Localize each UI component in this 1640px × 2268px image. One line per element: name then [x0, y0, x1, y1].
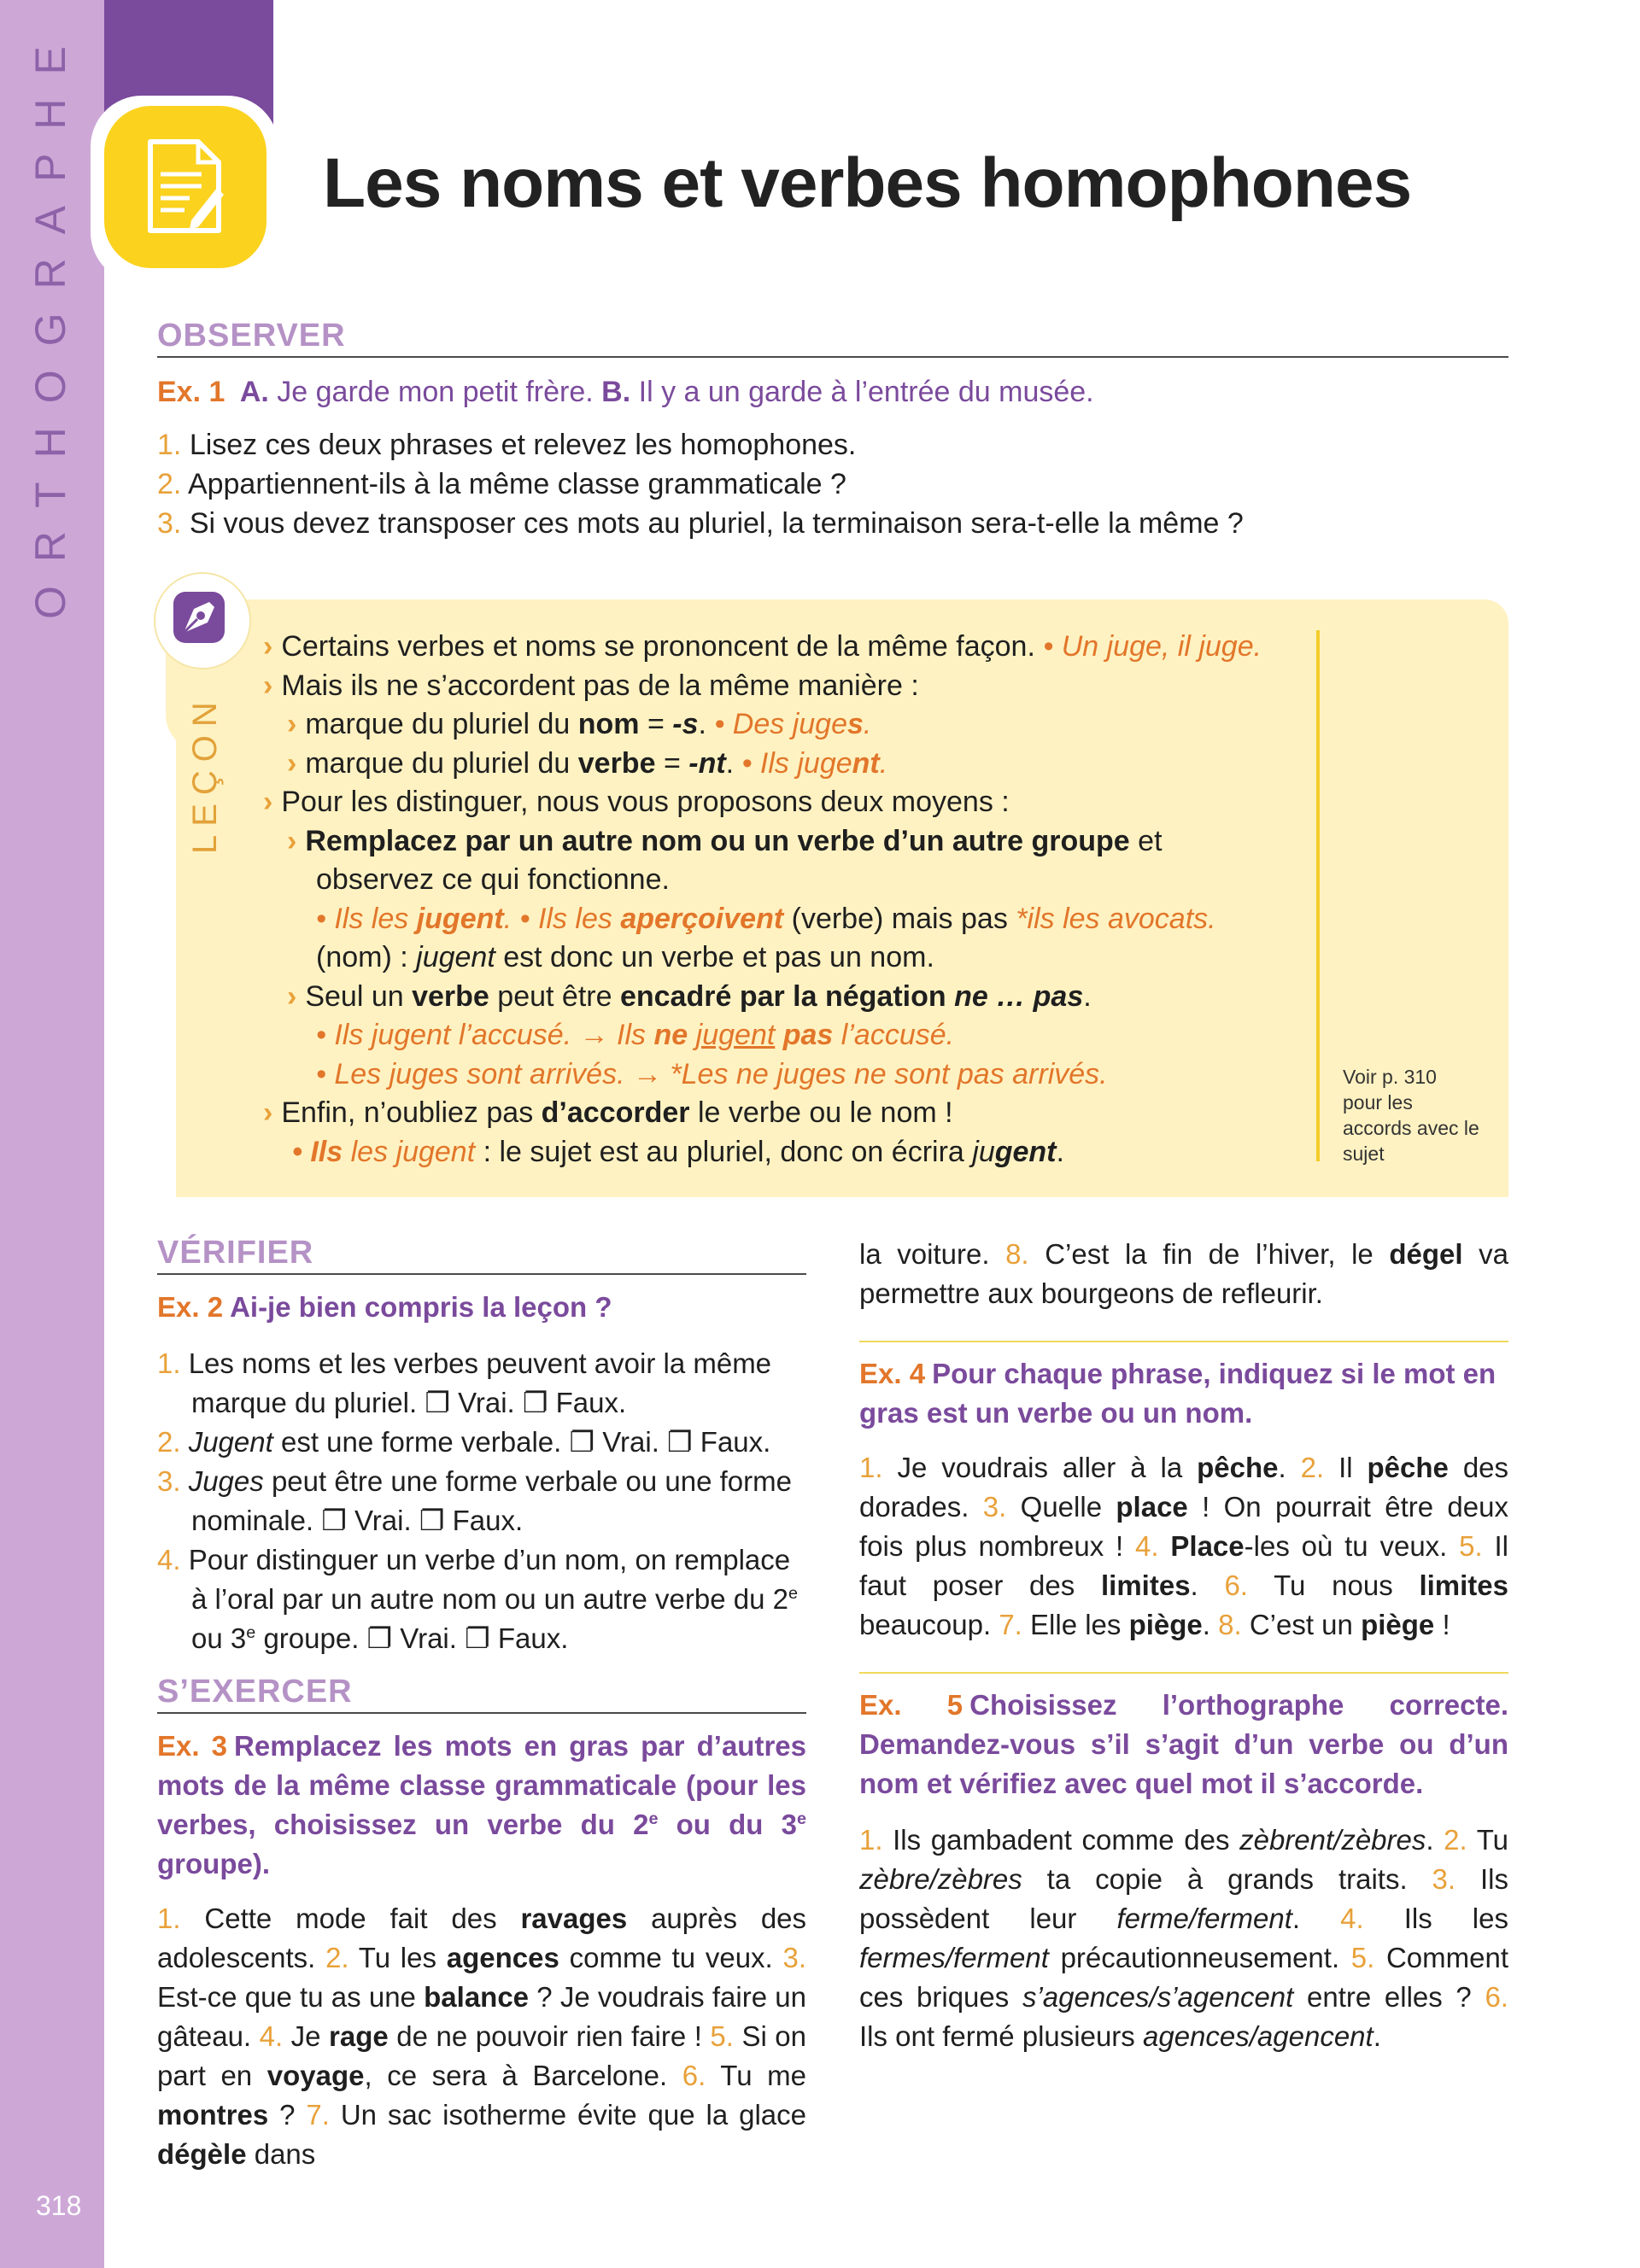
- divider: [859, 1341, 1508, 1342]
- section-side-label: ORTHOGRAPHE: [26, 22, 74, 619]
- ex2-title: Ex. 2 Ai-je bien compris la leçon ?: [157, 1291, 612, 1323]
- divider: [859, 1672, 1508, 1674]
- list-item: 1. Lisez ces deux phrases et relevez les homophones.: [157, 429, 857, 461]
- document-badge: [91, 96, 278, 284]
- list-item: 3. Si vous devez transposer ces mots au pluriel, la terminaison sera-t-elle la même ?: [157, 507, 1244, 540]
- ex3-title: Ex. 3 Remplacez les mots en gras par d’autres mots de la même classe grammaticale (pour les verbes, choisissez un verbe du 2e ou du 3e groupe).: [157, 1730, 807, 1879]
- ex5-sentences: 1. Ils gambadent comme des zèbrent/zèbres. 2. Tu zèbre/zèbres ta copie à grands traits. 3. Ils possèdent leur ferme/ferment. 4. Ils les fermes/ferment précautionneusement. 5. Comment ces briques s’agences/s’agencent entre elles ? 6. Ils ont fermé plusieurs agences/agencent.: [859, 1824, 1509, 2052]
- lesson-divider: [1316, 630, 1320, 1161]
- observer-heading: OBSERVER: [157, 318, 1508, 358]
- ex3-sentences: 1. Cette mode fait des ravages auprès des adolescents. 2. Tu les agences comme tu veux. 3. Est-ce que tu as une balance ? Je voudrais faire un gâteau. 4. Je rage de ne pouvoir rien faire ! 5. Si on part en voyage, ce sera à Barcelone. 6. Tu me montres ? 7. Un sac isotherme évite que la glace dégèle dans: [157, 1903, 807, 2170]
- ex4-sentences: 1. Je voudrais aller à la pêche. 2. Il pêche des dorades. 3. Quelle place ! On pourrait être deux fois plus nombreux ! 4. Place-les où tu veux. 5. Il faut poser des limites. 6. Tu nous limites beaucoup. 7. Elle les piège. 8. C’est un piège !: [859, 1452, 1509, 1640]
- list-item: 3. Juges peut être une forme verbale ou une forme nominale. ❐ Vrai. ❐ Faux.: [157, 1465, 792, 1536]
- document-pencil-icon: [147, 138, 226, 234]
- fountain-pen-icon: [172, 590, 226, 645]
- list-item: 4. Pour distinguer un verbe d’un nom, on remplace à l’oral par un autre nom ou un autre verbe du 2e ou 3e groupe. ❐ Vrai. ❐ Faux.: [157, 1544, 798, 1654]
- ex1-questions: [157, 425, 1515, 543]
- ex2-items: [157, 1344, 806, 1658]
- ex3-continuation: la voiture. 8. C’est la fin de l’hiver, le dégel va permettre aux bourgeons de refleurir.: [859, 1238, 1509, 1309]
- list-item: 2. Jugent est une forme verbale. ❐ Vrai. ❐ Faux.: [157, 1426, 771, 1458]
- list-item: 1. Les noms et les verbes peuvent avoir la même marque du pluriel. ❐ Vrai. ❐ Faux.: [157, 1347, 772, 1418]
- lesson-label: LEÇON: [186, 693, 224, 854]
- exercer-heading: S’EXERCER: [157, 1674, 806, 1714]
- ex4-title: Ex. 4 Pour chaque phrase, indiquez si le mot en gras est un verbe ou un nom.: [859, 1358, 1496, 1429]
- ex5-title: Ex. 5 Choisissez l’orthographe correcte. Demandez-vous s’il s’agit d’un verbe ou d’un nom et vérifiez avec quel mot il s’accorde.: [859, 1689, 1509, 1799]
- lesson-text: › Certains verbes et noms se prononcent de la même façon. • Un juge, il juge. › Mais ils ne s’accordent pas de la même manière : › marque du pluriel du nom = -s. • Des juges. › marque du pluriel du verbe = -nt. • Ils jugent. › Pour les distinguer, nous vous proposons deux moyens : › Remplacez par un autre nom ou un verbe d’un autre groupe et observez ce qui fonctionne. • Ils les jugent. • Ils les aperçoivent (verbe) mais pas *ils les avocats. (nom) : jugent est donc un verbe et pas un nom. › Seul un verbe peut être encadré par la négation ne … pas. • Ils jugent l’accusé. → Ils ne jugent pas l’accusé. • Les juges sont arrivés. → *Les ne juges ne sont pas arrivés. › Enfin, n’oubliez pas d’accorder le verbe ou le nom ! • Ils les jugent : le sujet est au pluriel, donc on écrira jugent.: [263, 630, 1262, 1168]
- list-item: 2. Appartiennent-ils à la même classe grammaticale ?: [157, 468, 846, 500]
- page-title: Les noms et verbes homophones: [323, 144, 1412, 222]
- verifier-heading: VÉRIFIER: [157, 1235, 806, 1275]
- page-number: 318: [36, 2190, 82, 2221]
- lesson-margin-note: Voir p. 310 pour les accords avec le sujet: [1343, 1066, 1479, 1165]
- pen-badge: [155, 574, 249, 668]
- ex1-statement: Ex. 1 A. Je garde mon petit frère. B. Il y a un garde à l’entrée du musée.: [157, 376, 1094, 408]
